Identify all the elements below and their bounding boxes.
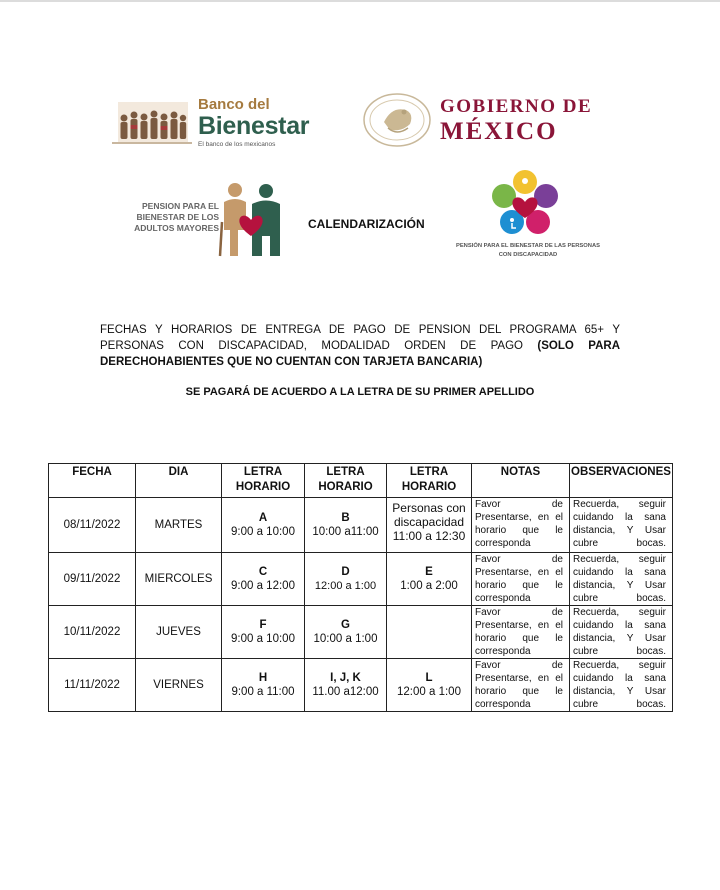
slot-time: 12:00 a 1:00 <box>314 580 377 592</box>
row-notas: Favor de Presentarse, en el horario que le corresponda <box>472 659 570 712</box>
row-observaciones: Recuerda, seguir cuidando la sana distancia, Y Usar cubre bocas. <box>570 498 673 553</box>
slot-letter: E <box>425 566 433 578</box>
slot-letter: L <box>425 672 433 684</box>
slot-time: 10:00 a11:00 <box>312 526 379 538</box>
slot-letter: H <box>258 672 268 684</box>
row-slot-3 <box>387 659 472 712</box>
header-notas: NOTAS <box>472 464 570 498</box>
bienestar-tagline: El banco de los mexicanos <box>198 141 276 148</box>
row-slot-2 <box>305 659 387 712</box>
national-seal-icon <box>362 92 432 148</box>
slot-time: 1:00 a 2:00 <box>400 580 458 592</box>
row-observaciones: Recuerda, seguir cuidando la sana distancia, Y Usar cubre bocas. <box>570 606 673 659</box>
row-slot-2 <box>305 606 387 659</box>
slot-time: 10:00 a 1:00 <box>313 633 378 645</box>
row-notas: Favor de Presentarse, en el horario que le corresponda <box>472 553 570 606</box>
slot-time: 12:00 a 1:00 <box>397 686 461 698</box>
slot-letter: B <box>341 512 350 524</box>
discapacidad-line2: CON DISCAPACIDAD <box>498 252 558 258</box>
slot-time: 9:00 a 10:00 <box>231 633 295 645</box>
row-slot-1 <box>222 606 305 659</box>
slot-letter: I, J, K <box>330 672 361 684</box>
row-dia: MIERCOLES <box>136 553 222 606</box>
row-slot-1 <box>222 659 305 712</box>
slot-time: 9:00 a 12:00 <box>231 580 295 592</box>
row-dia: VIERNES <box>136 659 222 712</box>
slot-time: 9:00 a 11:00 <box>231 686 295 698</box>
bienestar-figures-icon <box>112 98 192 148</box>
table-row <box>49 498 673 553</box>
header-letra-horario-3: LETRA HORARIO <box>387 464 472 498</box>
row-fecha: 09/11/2022 <box>49 553 136 606</box>
header-dia: DIA <box>136 464 222 498</box>
header-letra-horario-1: LETRA HORARIO <box>222 464 305 498</box>
slot-time: 11.00 a12:00 <box>312 686 379 698</box>
pension-adultos-logo <box>118 182 288 260</box>
header-fecha: FECHA <box>49 464 136 498</box>
elderly-couple-icon <box>218 182 284 258</box>
gobierno-line2: MÉXICO <box>440 118 558 145</box>
slot-letter: F <box>259 619 267 631</box>
slot-letter: C <box>258 566 268 578</box>
bienestar-line1: Banco del <box>198 96 270 113</box>
intro-bold-text: (SOLO PARA DERECHOHABIENTES QUE NO CUENTAN CON TARJETA BANCARIA) <box>100 340 621 368</box>
row-slot-3: Personas con discapacidad 11:00 a 12:30 <box>387 498 472 553</box>
adultos-line2: BIENESTAR DE LOS <box>136 212 219 222</box>
row-slot-1 <box>222 498 305 553</box>
header-letra-horario-2: LETRA HORARIO <box>305 464 387 498</box>
table-row <box>49 659 673 712</box>
row-slot-2 <box>305 553 387 606</box>
table-row <box>49 553 673 606</box>
row-slot-3-empty <box>387 606 472 659</box>
calendar-title: CALENDARIZACIÓN <box>308 217 425 231</box>
header-observaciones: OBSERVACIONES <box>570 464 673 498</box>
row-slot-3 <box>387 553 472 606</box>
page-top-border <box>0 0 720 2</box>
slot-letter: A <box>258 512 268 524</box>
row-dia: MARTES <box>136 498 222 553</box>
intro-paragraph <box>100 322 620 370</box>
payment-schedule-table <box>48 463 673 712</box>
row-dia: JUEVES <box>136 606 222 659</box>
row-notas: Favor de Presentarse, en el horario que le corresponda <box>472 498 570 553</box>
adultos-line1: PENSION PARA EL <box>142 201 219 211</box>
table-header-row <box>49 464 673 498</box>
adultos-line3: ADULTOS MAYORES <box>134 223 219 233</box>
slot-letter: G <box>341 619 350 631</box>
row-notas: Favor de Presentarse, en el horario que le corresponda <box>472 606 570 659</box>
gobierno-mexico-logo <box>362 92 612 148</box>
row-fecha: 10/11/2022 <box>49 606 136 659</box>
banco-bienestar-logo <box>112 96 342 152</box>
intro-text: FECHAS Y HORARIOS DE ENTREGA DE PAGO DE PENSION DEL PROGRAMA 65+ Y PERSONAS CON DISCAPACIDAD, MODALIDAD ORDEN DE PAGO <box>100 324 620 352</box>
row-slot-1 <box>222 553 305 606</box>
slot-letter: D <box>341 566 350 578</box>
row-observaciones: Recuerda, seguir cuidando la sana distancia, Y Usar cubre bocas. <box>570 553 673 606</box>
gobierno-line1: GOBIERNO DE <box>440 96 593 117</box>
pension-discapacidad-logo <box>452 168 604 268</box>
table-row <box>49 606 673 659</box>
discapacidad-line1: PENSIÓN PARA EL BIENESTAR DE LAS PERSONAS <box>455 243 601 249</box>
disability-flower-icon <box>490 168 560 238</box>
row-slot-2 <box>305 498 387 553</box>
slot-time: 9:00 a 10:00 <box>231 526 295 538</box>
row-fecha: 11/11/2022 <box>49 659 136 712</box>
bienestar-line2: Bienestar <box>198 112 310 140</box>
row-observaciones: Recuerda, seguir cuidando la sana distancia, Y Usar cubre bocas. <box>570 659 673 712</box>
row-fecha: 08/11/2022 <box>49 498 136 553</box>
payment-subtitle: SE PAGARÁ DE ACUERDO A LA LETRA DE SU PRIMER APELLIDO <box>185 386 535 398</box>
